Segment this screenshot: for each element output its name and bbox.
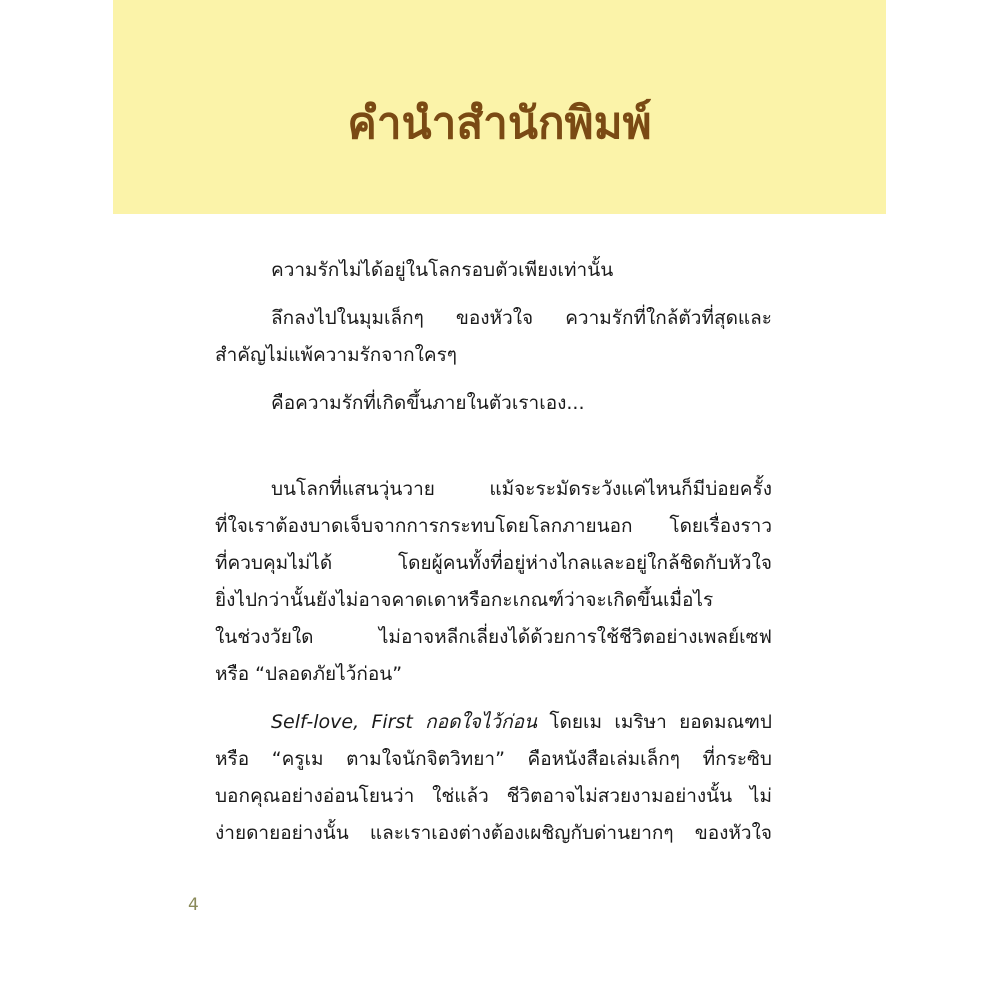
section2-line: ในช่วงวัยใด ไม่อาจหลีกเลี่ยงได้ด้วยการใช้ชีวิตอย่างเพลย์เซฟ: [215, 626, 772, 648]
section2-line: บนโลกที่แสนวุ่นวาย แม้จะระมัดระวังแค่ไหนก็มีบ่อยครั้ง: [271, 478, 772, 500]
intro-paragraph-2-line-1: ลึกลงไปในมุมเล็กๆ ของหัวใจ ความรักที่ใกล้ตัวที่สุดและ: [271, 307, 772, 329]
body-text: [215, 252, 772, 852]
section2-line: ที่ควบคุมไม่ได้ โดยผู้คนทั้งที่อยู่ห่างไกลและอยู่ใกล้ชิดกับหัวใจ: [215, 552, 772, 574]
section2-line: ที่ใจเราต้องบาดเจ็บจากการกระทบโดยโลกภายนอก โดยเรื่องราว: [215, 515, 772, 537]
intro-paragraph-1: ความรักไม่ได้อยู่ในโลกรอบตัวเพียงเท่านั้น: [271, 259, 614, 281]
section3-line: ง่ายดายอย่างนั้น และเราเองต่างต้องเผชิญกับด่านยากๆ ของหัวใจ: [215, 822, 772, 844]
chapter-title: คำนำสำนักพิมพ์: [347, 98, 652, 149]
section2-line: หรือ “ปลอดภัยไว้ก่อน”: [215, 663, 403, 685]
section3-line: บอกคุณอย่างอ่อนโยนว่า ใช่แล้ว ชีวิตอาจไม่สวยงามอย่างนั้น ไม่: [215, 785, 772, 807]
intro-paragraph-3: คือความรักที่เกิดขึ้นภายในตัวเราเอง...: [271, 392, 585, 414]
section2-line: ยิ่งไปกว่านั้นยังไม่อาจคาดเดาหรือกะเกณฑ์ว่าจะเกิดขึ้นเมื่อไร: [215, 589, 714, 611]
book-title: Self-love, First กอดใจไว้ก่อน: [271, 711, 537, 733]
page-number: 4: [188, 895, 199, 915]
section3-line-1-rest: โดยเม เมริษา ยอดมณฑป: [536, 711, 772, 733]
intro-paragraph-2-line-2: สำคัญไม่แพ้ความรักจากใครๆ: [215, 344, 457, 366]
section3-line-1: [215, 704, 772, 741]
section3-line: หรือ “ครูเม ตามใจนักจิตวิทยา” คือหนังสือเล่มเล็กๆ ที่กระซิบ: [215, 748, 772, 770]
